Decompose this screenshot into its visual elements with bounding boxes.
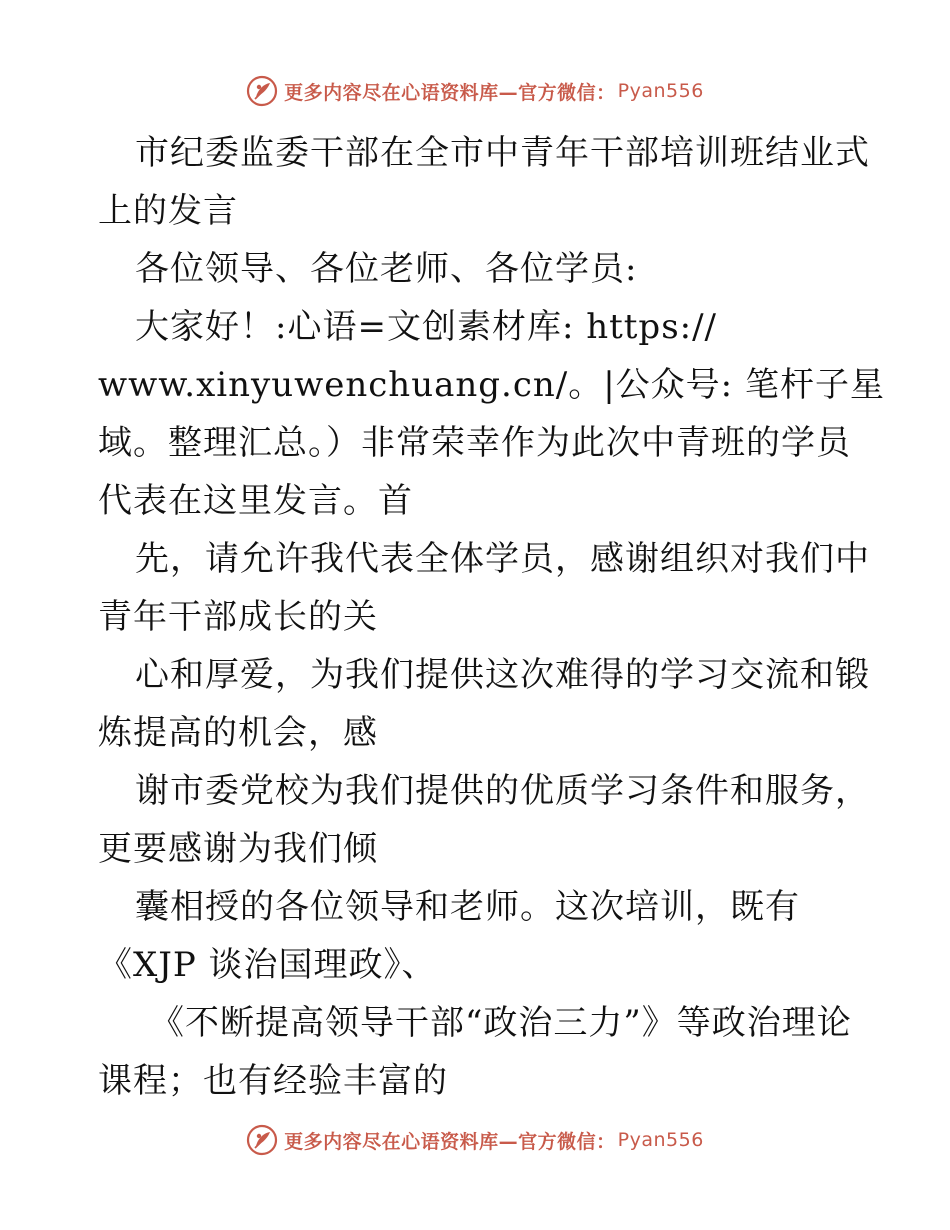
header-banner <box>0 71 950 111</box>
body-line: 《XJP 谈治国理政》、 <box>98 945 437 985</box>
footer-banner <box>0 1120 950 1160</box>
body-line: 青年干部成长的关 <box>98 597 378 637</box>
body-line: 域。整理汇总。）非常荣幸作为此次中青班的学员 <box>98 423 851 463</box>
header-wechat-id: Pyan556 <box>617 80 704 102</box>
quill-logo-icon <box>246 75 278 107</box>
footer-wechat-id: Pyan556 <box>617 1129 704 1151</box>
title-line-2: 上的发言 <box>98 191 238 231</box>
title-line-1: 市纪委监委干部在全市中青年干部培训班结业式 <box>135 133 870 173</box>
header-banner-text: 更多内容尽在心语资料库—官方微信： <box>284 81 616 104</box>
body-line: 代表在这里发言。首 <box>98 481 413 521</box>
body-line: www.xinyuwenchuang.cn/。|公众号: 笔杆子星 <box>98 365 885 405</box>
footer-banner-text: 更多内容尽在心语资料库—官方微信： <box>284 1130 616 1153</box>
body-line: 《不断提高领导干部“政治三力”》等政治理论 <box>150 1003 852 1043</box>
body-line: 大家好！:心语=文创素材库: https:// <box>135 307 718 347</box>
body-line: 课程；也有经验丰富的 <box>98 1061 448 1101</box>
document-body <box>98 124 885 1110</box>
body-line: 谢市委党校为我们提供的优质学习条件和服务， <box>135 771 870 811</box>
body-line: 更要感谢为我们倾 <box>98 829 378 869</box>
salutation: 各位领导、各位老师、各位学员: <box>135 249 638 289</box>
body-line: 炼提高的机会，感 <box>98 713 378 753</box>
body-line: 囊相授的各位领导和老师。这次培训，既有 <box>135 887 800 927</box>
body-line: 心和厚爱，为我们提供这次难得的学习交流和锻 <box>135 655 870 695</box>
body-line: 先，请允许我代表全体学员，感谢组织对我们中 <box>135 539 870 579</box>
quill-logo-icon <box>246 1124 278 1156</box>
